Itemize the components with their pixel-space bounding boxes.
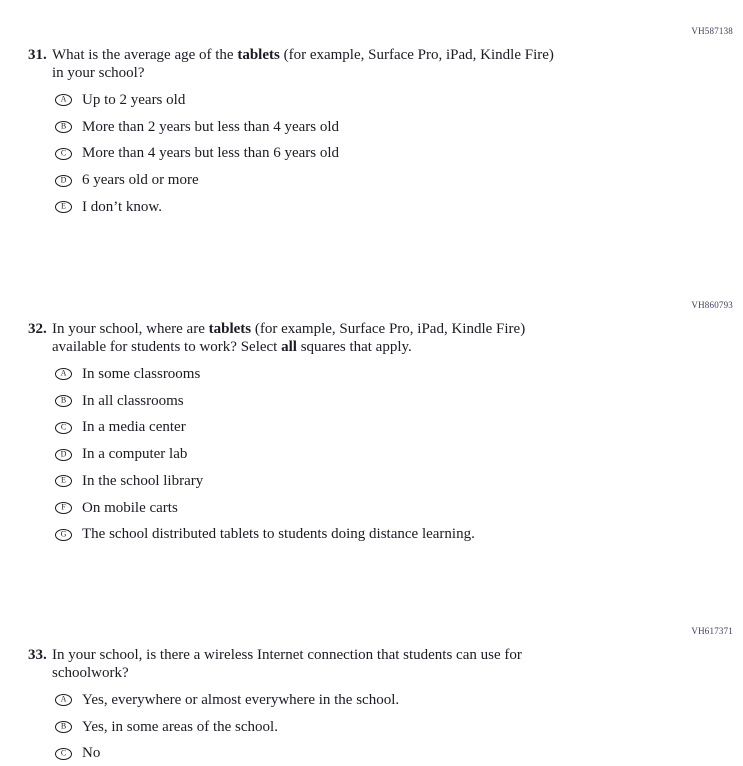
- answer-option[interactable]: [55, 441, 743, 468]
- answer-option[interactable]: [55, 388, 743, 415]
- question-block: [0, 300, 743, 548]
- question-block: [0, 626, 743, 766]
- answer-option[interactable]: [55, 87, 743, 114]
- prompt-line: in your school?: [52, 64, 145, 81]
- option-list: [0, 687, 743, 766]
- question-block: [0, 26, 743, 221]
- answer-option[interactable]: [55, 194, 743, 221]
- prompt-line: schoolwork?: [52, 664, 129, 681]
- answer-bubble-icon[interactable]: [55, 94, 72, 106]
- answer-bubble-icon[interactable]: [55, 395, 72, 407]
- question-prompt: [52, 321, 525, 356]
- option-label: In the school library: [82, 472, 204, 489]
- answer-bubble-icon[interactable]: [55, 368, 72, 380]
- question-row: [0, 47, 743, 82]
- answer-bubble-letter: C: [60, 422, 67, 432]
- answer-bubble-letter: D: [60, 449, 67, 459]
- answer-bubble-letter: C: [60, 748, 67, 758]
- answer-bubble-icon[interactable]: [55, 201, 72, 213]
- answer-option[interactable]: [55, 415, 743, 442]
- question-row: [0, 647, 743, 682]
- answer-option[interactable]: [55, 167, 743, 194]
- option-label: On mobile carts: [82, 499, 178, 516]
- answer-bubble-icon[interactable]: [55, 175, 72, 187]
- answer-bubble-icon[interactable]: [55, 748, 72, 760]
- option-label: More than 2 years but less than 4 years old: [82, 118, 340, 135]
- option-label: Up to 2 years old: [82, 91, 186, 108]
- answer-bubble-letter: E: [61, 475, 66, 485]
- question-prompt: [52, 47, 554, 82]
- option-label: In all classrooms: [82, 392, 184, 409]
- question-number: 32.: [28, 321, 47, 337]
- option-label: In a computer lab: [82, 446, 188, 463]
- answer-bubble-letter: B: [60, 395, 67, 405]
- option-list: [0, 361, 743, 548]
- answer-bubble-icon[interactable]: [55, 422, 72, 434]
- answer-bubble-letter: A: [60, 94, 67, 104]
- answer-option[interactable]: [55, 741, 743, 766]
- answer-option[interactable]: [55, 468, 743, 495]
- option-label: 6 years old or more: [82, 172, 199, 189]
- answer-bubble-letter: G: [60, 529, 67, 539]
- answer-bubble-icon[interactable]: [55, 148, 72, 160]
- answer-bubble-icon[interactable]: [55, 475, 72, 487]
- question-number: 33.: [28, 647, 47, 663]
- answer-bubble-letter: D: [60, 175, 67, 185]
- answer-bubble-letter: F: [61, 502, 66, 512]
- option-label: Yes, in some areas of the school.: [82, 718, 278, 735]
- answer-bubble-letter: B: [60, 121, 67, 131]
- question-row: [0, 321, 743, 356]
- answer-option[interactable]: [55, 361, 743, 388]
- answer-option[interactable]: [55, 522, 743, 549]
- prompt-line: available for students to work? Select all squares that apply.: [52, 338, 412, 355]
- option-label: The school distributed tablets to students doing distance learning.: [82, 526, 475, 543]
- prompt-line: What is the average age of the tablets (for example, Surface Pro, iPad, Kindle Fire): [52, 47, 554, 63]
- answer-bubble-icon[interactable]: [55, 529, 72, 541]
- answer-bubble-letter: A: [60, 694, 67, 704]
- option-list: [0, 87, 743, 221]
- prompt-line: In your school, is there a wireless Internet connection that students can use for: [52, 647, 522, 663]
- answer-bubble-letter: C: [60, 148, 67, 158]
- answer-bubble-icon[interactable]: [55, 121, 72, 133]
- question-number: 31.: [28, 47, 47, 63]
- answer-option[interactable]: [55, 141, 743, 168]
- answer-bubble-letter: E: [61, 201, 66, 211]
- answer-option[interactable]: [55, 714, 743, 741]
- question-code: VH587138: [691, 26, 733, 36]
- option-label: More than 4 years but less than 6 years old: [82, 145, 340, 162]
- answer-bubble-letter: B: [60, 721, 67, 731]
- question-prompt: [52, 647, 522, 682]
- option-label: In a media center: [82, 419, 186, 436]
- answer-bubble-icon[interactable]: [55, 694, 72, 706]
- answer-bubble-letter: A: [60, 368, 67, 378]
- answer-bubble-icon[interactable]: [55, 721, 72, 733]
- question-code: VH860793: [691, 300, 733, 310]
- answer-option[interactable]: [55, 687, 743, 714]
- answer-bubble-icon[interactable]: [55, 502, 72, 514]
- option-label: Yes, everywhere or almost everywhere in the school.: [82, 691, 400, 708]
- option-label: No: [82, 745, 101, 762]
- option-label: In some classrooms: [82, 365, 201, 382]
- answer-option[interactable]: [55, 495, 743, 522]
- answer-bubble-icon[interactable]: [55, 449, 72, 461]
- answer-option[interactable]: [55, 114, 743, 141]
- option-label: I don’t know.: [82, 198, 162, 215]
- question-code: VH617371: [691, 626, 733, 636]
- prompt-line: In your school, where are tablets (for example, Surface Pro, iPad, Kindle Fire): [52, 321, 526, 337]
